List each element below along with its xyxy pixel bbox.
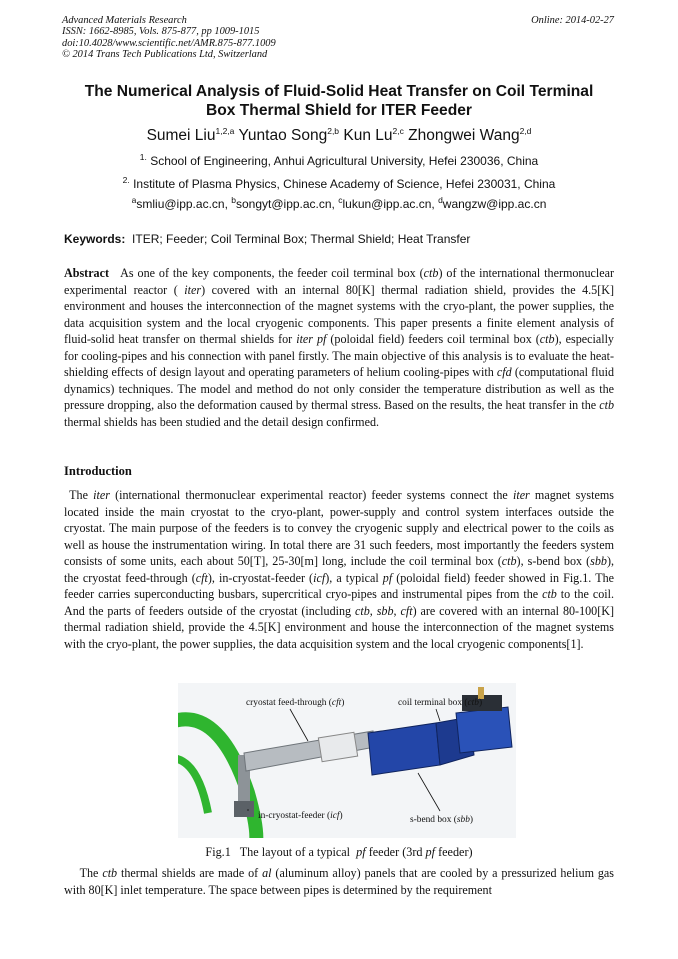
label-icf: in-cryostat-feeder (icf) xyxy=(258,811,343,821)
author-1: Sumei Liu$^{1,2,a}$ xyxy=(146,126,235,145)
introduction-heading: Introduction xyxy=(64,464,132,478)
email-c: $^c$lukun@ipp.ac.cn, xyxy=(338,195,435,211)
email-a: $^a$smliu@ipp.ac.cn, xyxy=(131,195,228,211)
icf-base xyxy=(234,801,254,817)
title-line-1: The Numerical Analysis of Fluid-Solid Heat Transfer on Coil Terminal xyxy=(84,83,594,100)
paper-title xyxy=(40,82,638,120)
abstract-text: As one of the key components, the feeder coil terminal box (ctb) of the international thermonuclear experimental reactor ( iter) covered with an internal 80[K] thermal radiation shield, provides the 4.5[K] environment and houses the interconnection of the magnet systems with the cryo-plant, the power supplies, the data acquisition system and the local cryogenic components. This paper presents a finite element analysis of fluid-solid heat transfer on thermal shields for iter pf (poloidal field) feeders coil terminal box (ctb), especially for cooling-pipes and his connection with panel firstly. The main objective of this analysis is to evaluate the heat-shielding effects of design layout and operating parameters of helium cooling-pipes with cfd (computational fluid dynamics) techniques. The model and method do not only consider the temperature distribution as well as the pressure dropping, also the deformation caused by thermal stress. Based on the results, the heat transfer in the ctb thermal shields has been studied and the detail design confirmed. xyxy=(64,266,615,429)
label-sbb: s-bend box (sbb) xyxy=(410,815,474,825)
keywords-label: Keywords: xyxy=(64,232,126,246)
affiliation-2: $^{2.}$ Institute of Plasma Physics, Chinese Academy of Science, Hefei 230031, China xyxy=(122,175,556,191)
issn-line: ISSN: 1662-8985, Vols. 875-877, pp 1009-1015 xyxy=(62,26,260,38)
ctb-box xyxy=(456,707,512,753)
keywords xyxy=(64,232,470,246)
email-list xyxy=(0,195,678,211)
figure-1-caption: Fig.1 The layout of a typical pf feeder (3rd pf feeder) xyxy=(205,845,473,859)
author-4: Zhongwei Wang$^{2,d}$ xyxy=(408,126,532,145)
title-line-2: Box Thermal Shield for ITER Feeder xyxy=(205,102,472,119)
author-2: Yuntao Song$^{2,b}$ xyxy=(238,126,340,145)
label-cft: cryostat feed-through (cft) xyxy=(246,698,345,708)
cft-flange xyxy=(318,732,357,761)
keywords-text: ITER; Feeder; Coil Terminal Box; Thermal Shield; Heat Transfer xyxy=(132,232,471,246)
figure-1 xyxy=(178,683,516,838)
author-3: Kun Lu$^{2,c}$ xyxy=(343,126,404,145)
doi-line: doi:10.4028/www.scientific.net/AMR.875-877.1009 xyxy=(62,37,276,49)
online-date: Online: 2014-02-27 xyxy=(531,15,614,26)
affiliation-1: $^{1.}$ School of Engineering, Anhui Agricultural University, Hefei 230036, China xyxy=(139,152,539,168)
introduction-text: The iter (international thermonuclear experimental reactor) feeder systems connect the iter magnet systems located inside the main cryostat to the cryo-plant, power-supply and control system interfaces outside the cryostat. The main purpose of the feeders is to convey the cryogenic supply and electrical power to the coils as well as house the instrumentation wiring. In total there are 31 such feeders, most importantly the feeders system consists of some units, each about 50[T], 25-30[m] long, include the coil terminal box (ctb), s-bend box (sbb), the cryostat feed-through (cft), in-cryostat-feeder (icf), a typical pf (poloidal field) feeder showed in Fig.1. The feeder carries superconducting busbars, supercritical cryo-pipes and instrumental pipes from the ctb to the coil. And the parts of feeders outside of the cryostat (including ctb, sbb, cft) are covered with an internal 80-100[K] thermal radiation shield, provide the 4.5[K] environment and house the interconnection of the magnet systems with the cryo-plant, the power supplies, the data acquisition system and the local cryogenic components[1]. xyxy=(64,488,615,651)
thermal-shield-paragraph: The ctb thermal shields are made of al (aluminum alloy) panels that are cooled by a pressurized helium gas with 80[K] inlet temperature. The space between pipes is determined by the requirement xyxy=(64,866,615,897)
abstract-label: Abstract xyxy=(64,266,110,280)
email-d: $^d$wangzw@ipp.ac.cn xyxy=(438,195,547,211)
abstract xyxy=(64,265,614,430)
label-ctb: coil terminal box (ctb) xyxy=(398,698,483,708)
email-b: $^b$songyt@ipp.ac.cn, xyxy=(231,195,335,211)
journal-name: Advanced Materials Research xyxy=(62,15,187,26)
copyright-line: © 2014 Trans Tech Publications Ltd, Switzerland xyxy=(62,49,268,61)
journal-header xyxy=(62,15,276,61)
author-list xyxy=(0,126,678,145)
